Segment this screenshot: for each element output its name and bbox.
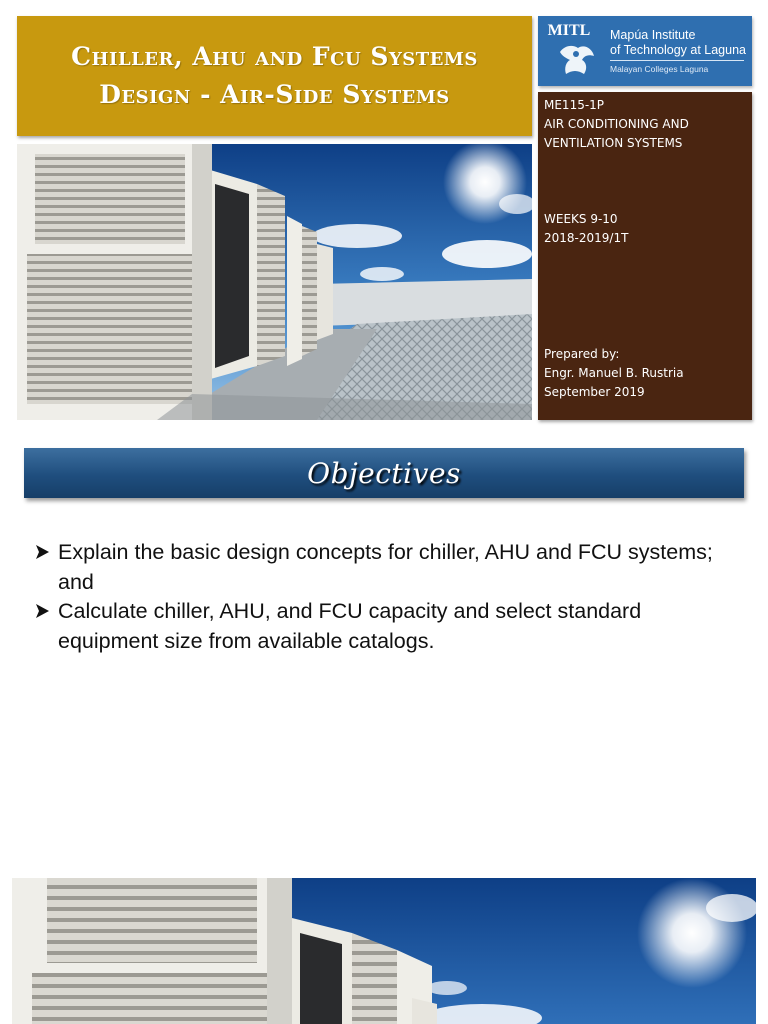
objective-item (34, 537, 724, 597)
logo-subtitle: Malayan Colleges Laguna (610, 64, 709, 74)
page-title: Chiller, Ahu and Fcu Systems Design - Air-Side Systems (71, 42, 478, 109)
institution-logo (538, 16, 752, 86)
weeks: WEEKS 9-10 (544, 212, 618, 226)
hvac-rooftop-photo-bottom (12, 878, 756, 1024)
term: 2018-2019/1T (544, 231, 629, 245)
logo-institution-line1: Mapúa Institute (610, 28, 696, 42)
logo-institution-line2: of Technology at Laguna (610, 43, 746, 57)
course-name-line2: VENTILATION SYSTEMS (544, 136, 683, 150)
course-code: ME115-1P (544, 98, 605, 112)
logo-divider (610, 60, 744, 61)
arrow-bullet-icon (34, 596, 56, 634)
logo-acronym: MITL (547, 22, 591, 39)
objective-item (34, 596, 724, 656)
objectives-banner (24, 448, 744, 498)
title-banner (17, 16, 532, 136)
author: Engr. Manuel B. Rustria (544, 366, 684, 380)
course-info-panel (538, 92, 752, 420)
objective-text: Explain the basic design concepts for chiller, AHU and FCU systems; and (58, 540, 713, 594)
objective-text: Calculate chiller, AHU, and FCU capacity and select standard equipment size from available catalogs. (58, 599, 642, 653)
eagle-emblem-icon (548, 22, 602, 82)
hvac-rooftop-photo (17, 144, 532, 420)
date: September 2019 (544, 385, 645, 399)
objectives-title: Objectives (307, 456, 461, 490)
arrow-bullet-icon (34, 537, 56, 575)
course-name-line1: AIR CONDITIONING AND (544, 117, 689, 131)
prepared-label: Prepared by: (544, 347, 620, 361)
